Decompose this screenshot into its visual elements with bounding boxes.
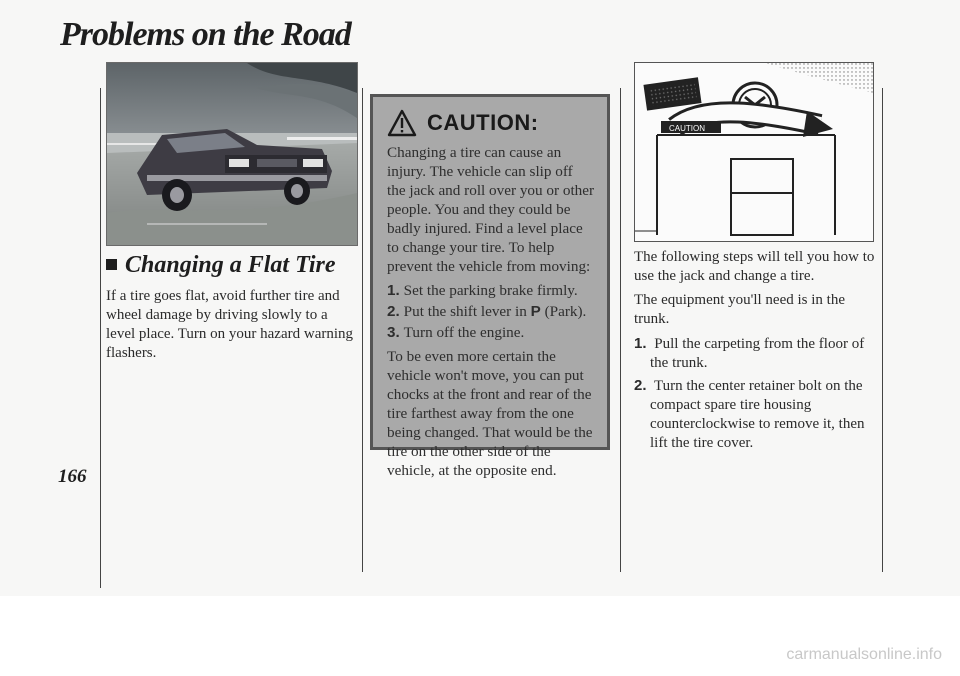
caution-step-3: 3. Turn off the engine.: [387, 324, 525, 341]
caution-step-1: 1. Set the parking brake firmly.: [387, 282, 578, 299]
column-rule-left: [100, 88, 101, 588]
column-rule-middle-right: [620, 88, 621, 572]
section-heading: [106, 252, 336, 279]
page-title: Problems on the Road: [60, 16, 351, 53]
instructions-steps: [634, 334, 884, 453]
instructions-paragraph-1: The following steps will tell you how to use the jack and change a tire.: [634, 249, 875, 284]
caution-step-2: 2. Put the shift lever in P (Park).: [387, 303, 587, 320]
trunk-diagram: [634, 62, 874, 242]
column-rule-middle-left: [362, 88, 363, 572]
caution-intro: Changing a tire can cause an injury. The vehicle can slip off the jack and roll over you or other people. You and they could be badly injured. Find a level place to change your tire. To help prevent the vehicle from moving:: [387, 144, 595, 275]
car-photo: [106, 62, 358, 246]
section-heading-text: Changing a Flat Tire: [125, 252, 336, 278]
watermark: carmanualsonline.info: [786, 646, 942, 663]
diagram-caution-label: CAUTION: [669, 124, 705, 133]
intro-paragraph: If a tire goes flat, avoid further tire and wheel damage by driving slowly to a level place. Turn on your hazard warning flashers.: [106, 288, 354, 361]
caution-steps: [387, 280, 595, 343]
caution-header: [387, 109, 595, 137]
caution-title: CAUTION:: [427, 110, 539, 135]
bullet-square-icon: [106, 259, 117, 270]
jack-instructions: [634, 248, 884, 456]
instructions-step-1: 1. Pull the carpeting from the floor of the trunk.: [634, 335, 865, 371]
warning-triangle-icon: [387, 109, 417, 137]
caution-box: [370, 94, 610, 479]
instructions-step-2: 2. Turn the center retainer bolt on the compact spare tire housing counterclockwise to remove it, then lift the tire cover.: [634, 377, 865, 451]
instructions-paragraph-2: The equipment you'll need is in the trunk.: [634, 292, 845, 327]
page-number: 166: [58, 466, 87, 487]
caution-outro: To be even more certain the vehicle won't move, you can put chocks at the front and rear of the tire farthest away from the one being changed. That would be the tire on the other side of the vehicle, at the opposite end.: [387, 348, 593, 479]
